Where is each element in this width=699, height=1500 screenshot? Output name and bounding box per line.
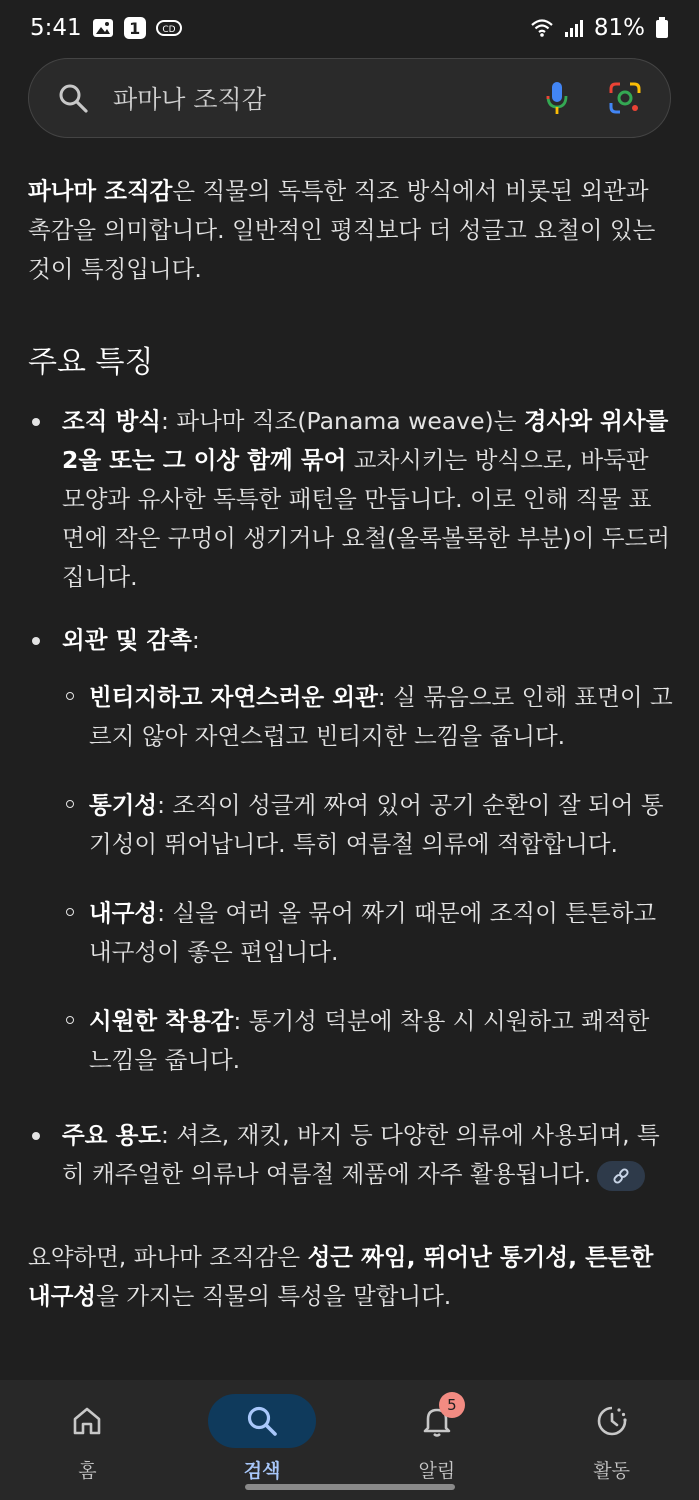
search-bar[interactable] xyxy=(28,58,671,138)
activity-icon xyxy=(595,1404,629,1438)
notification-count-icon: 1 xyxy=(124,17,146,39)
summary-bold: 성근 짜임, 뛰어난 통기성, 튼튼한 내구성 xyxy=(28,1243,654,1310)
list-item-look xyxy=(28,621,674,1080)
sub-item-breathability xyxy=(62,786,674,864)
signal-icon xyxy=(564,18,584,38)
nav-activity-label: 활동 xyxy=(593,1460,630,1482)
nav-search[interactable] xyxy=(175,1380,350,1500)
weave-text-2: 교차시키는 방식으로, 바둑판 모양과 유사한 독특한 패턴을 만듭니다. 이로 인해 직물 표면에 작은 구멍이 생기거나 요철(올록볼록한 부분)이 두드러집니다. xyxy=(62,446,670,591)
use-label: 주요 용도 xyxy=(62,1121,161,1149)
look-label: 외관 및 감촉 xyxy=(62,626,192,654)
use-text: : 셔츠, 재킷, 바지 등 다양한 의류에 사용되며, 특히 캐주얼한 의류나 여름철 제품에 자주 활용됩니다. xyxy=(62,1121,660,1188)
nav-activity-pill xyxy=(558,1394,666,1448)
look-colon: : xyxy=(191,626,200,654)
status-right xyxy=(530,15,669,41)
search-query[interactable]: 파마나 조직감 xyxy=(113,85,266,114)
nav-activity[interactable] xyxy=(524,1380,699,1500)
summary-text-2: 을 가지는 직물의 특성을 말합니다. xyxy=(96,1282,452,1310)
sub-item-vintage xyxy=(62,678,674,756)
svg-text:CD: CD xyxy=(162,25,176,35)
ai-answer xyxy=(28,160,674,1316)
weave-label: 조직 방식 xyxy=(62,407,161,435)
nav-search-pill xyxy=(208,1394,316,1448)
sub-label: 내구성 xyxy=(89,899,158,927)
summary-text-1: 요약하면, 파나마 조직감은 xyxy=(28,1243,308,1271)
source-link-chip[interactable] xyxy=(597,1161,645,1191)
alerts-badge: 5 xyxy=(439,1392,465,1418)
sub-label: 통기성 xyxy=(89,791,158,819)
summary-paragraph xyxy=(28,1238,674,1316)
nav-home[interactable] xyxy=(0,1380,175,1500)
intro-term: 파나마 조직감 xyxy=(28,177,173,205)
cast-icon xyxy=(156,19,182,37)
nav-alerts-pill xyxy=(383,1394,491,1448)
status-left xyxy=(30,15,182,41)
sub-text: : 조직이 성글게 짜여 있어 공기 순환이 잘 되어 통기성이 뛰어납니다. 특히 여름철 의류에 적합합니다. xyxy=(89,791,664,858)
gallery-icon xyxy=(92,18,114,38)
sub-text: : 실을 여러 올 묶어 짜기 때문에 조직이 튼튼하고 내구성이 좋은 편입니다. xyxy=(89,899,657,966)
sub-item-durability xyxy=(62,894,674,972)
search-icon xyxy=(245,1404,279,1438)
battery-percent: 81% xyxy=(593,15,645,41)
nav-search-label: 검색 xyxy=(243,1460,281,1482)
sub-label: 빈티지하고 자연스러운 외관 xyxy=(89,683,378,711)
battery-icon xyxy=(655,17,669,39)
status-bar xyxy=(0,0,699,56)
search-icon xyxy=(57,82,89,114)
feature-list xyxy=(28,402,674,1194)
weave-bold: 경사와 위사를 2올 또는 그 이상 함께 묶어 xyxy=(62,407,669,474)
bottom-navigation xyxy=(0,1380,699,1500)
sub-text: : 통기성 덕분에 착용 시 시원하고 쾌적한 느낌을 줍니다. xyxy=(89,1007,650,1074)
nav-home-label: 홈 xyxy=(78,1460,97,1482)
home-icon xyxy=(71,1405,103,1437)
weave-text-1: : 파나마 직조(Panama weave)는 xyxy=(161,407,524,435)
intro-paragraph xyxy=(28,172,674,289)
link-icon xyxy=(612,1167,630,1185)
nav-home-pill xyxy=(33,1394,141,1448)
list-item-use xyxy=(28,1116,674,1194)
look-sublist xyxy=(62,678,674,1080)
sub-item-comfort xyxy=(62,1002,674,1080)
status-time: 5:41 xyxy=(30,15,82,41)
section-heading: 주요 특징 xyxy=(28,345,154,380)
sub-label: 시원한 착용감 xyxy=(89,1007,234,1035)
intro-text: 은 직물의 독특한 직조 방식에서 비롯된 외관과 촉감을 의미합니다. 일반적인 평직보다 더 성글고 요철이 있는 것이 특징입니다. xyxy=(28,177,656,283)
list-item-weave xyxy=(28,402,674,597)
lens-camera-icon[interactable] xyxy=(608,81,642,115)
gesture-bar[interactable] xyxy=(245,1484,455,1490)
wifi-icon xyxy=(530,18,554,38)
nav-alerts[interactable] xyxy=(350,1380,525,1500)
microphone-icon[interactable] xyxy=(544,80,570,116)
nav-alerts-label: 알림 xyxy=(418,1460,456,1482)
sub-text: : 실 묶음으로 인해 표면이 고르지 않아 자연스럽고 빈티지한 느낌을 줍니다. xyxy=(89,683,673,750)
